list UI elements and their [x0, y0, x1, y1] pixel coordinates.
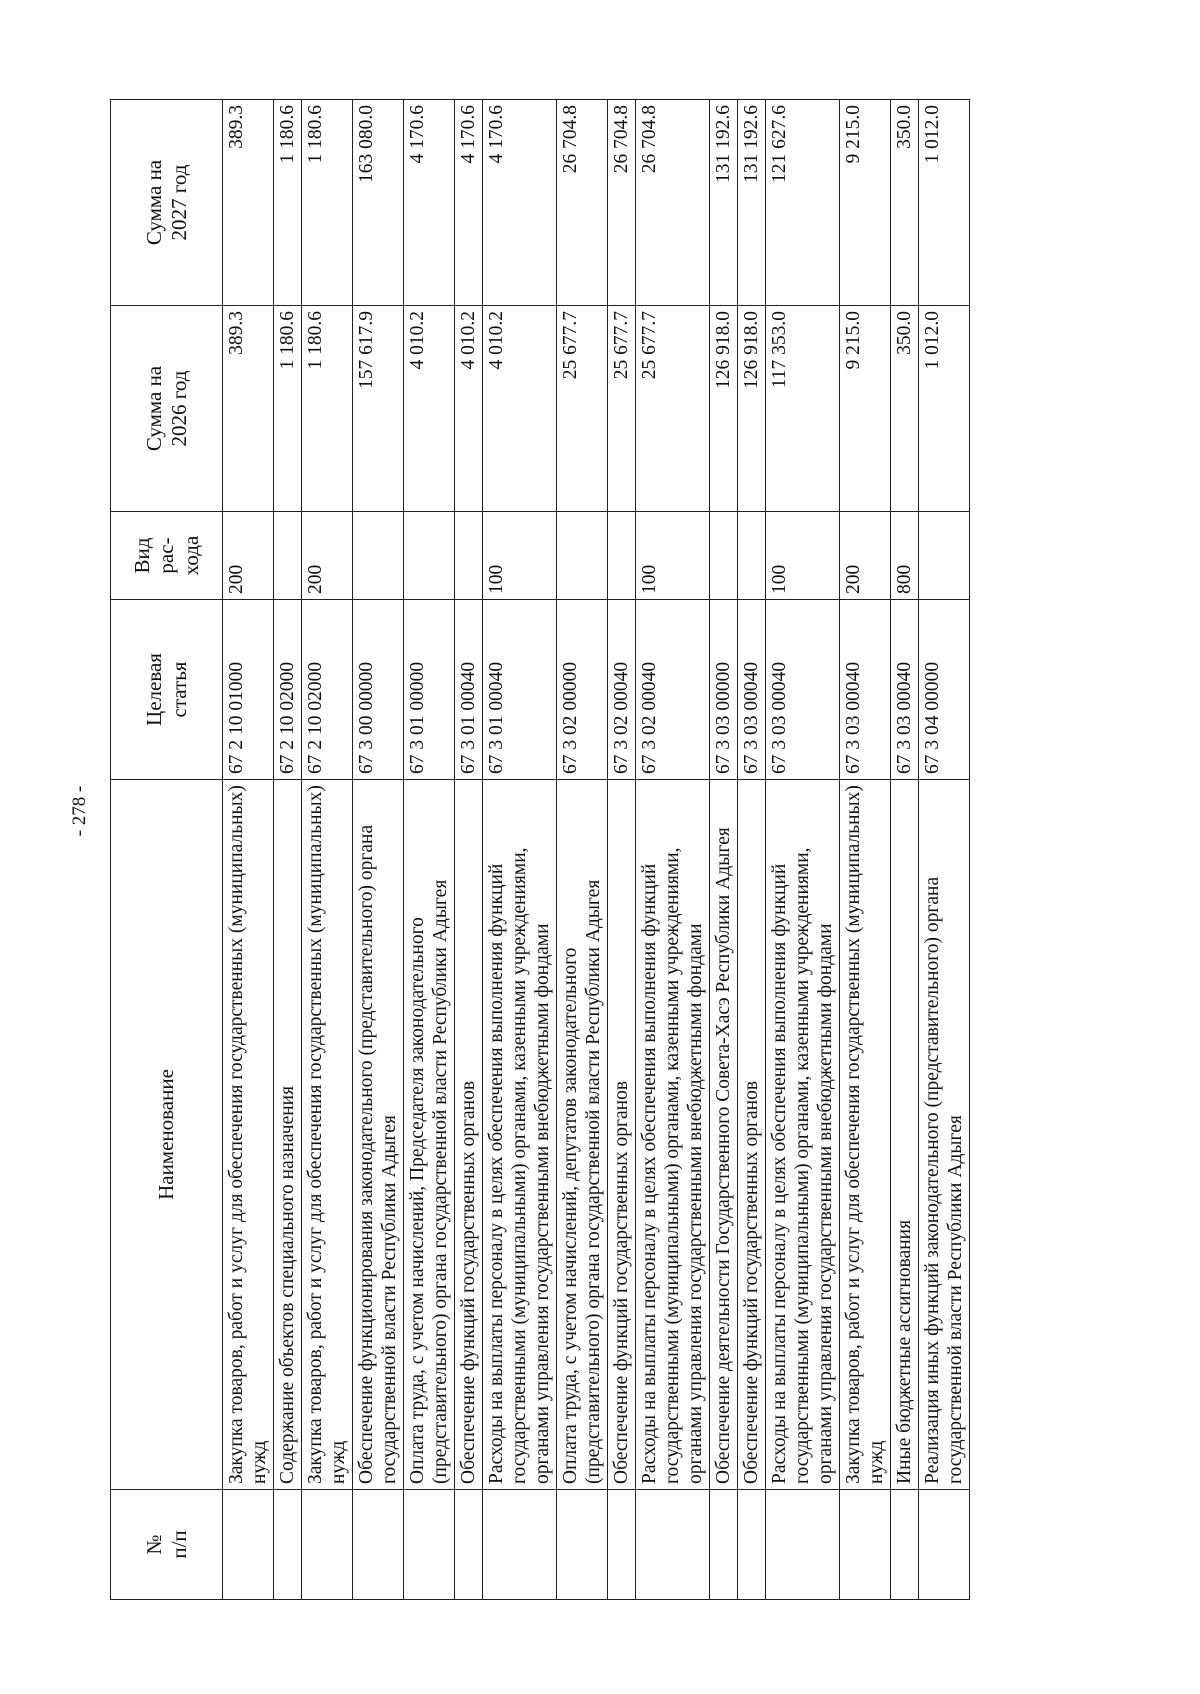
cell-target-article: 67 3 00 00000: [353, 600, 404, 780]
cell-sum-2027: 1 180.6: [274, 100, 302, 306]
cell-sum-2026: 117 353.0: [766, 306, 840, 512]
cell-target-article: 67 3 03 00000: [710, 600, 738, 780]
table-row: [404, 100, 455, 1600]
cell-name: Иные бюджетные ассигнования: [891, 780, 919, 1490]
cell-index: [223, 1490, 274, 1600]
cell-expense-type: 100: [483, 512, 557, 600]
table-row: [557, 100, 608, 1600]
cell-name: Закупка товаров, работ и услуг для обеспечения государственных (муниципальных) нужд: [840, 780, 891, 1490]
cell-expense-type: [608, 512, 636, 600]
cell-sum-2026: 389.3: [223, 306, 274, 512]
cell-sum-2027: 26 704.8: [608, 100, 636, 306]
cell-sum-2027: 131 192.6: [710, 100, 738, 306]
cell-name: Обеспечение функционирования законодательного (представительного) органа государственной власти Республики Адыгея: [353, 780, 404, 1490]
table-body: [223, 100, 970, 1600]
header-expense-type: Вид рас- хода: [111, 512, 223, 600]
cell-name: Расходы на выплаты персоналу в целях обеспечения выполнения функций государственными (муниципальными) органами, казенными учреждениями, органами управления государственными внебюджетными фондами: [766, 780, 840, 1490]
cell-sum-2027: 389.3: [223, 100, 274, 306]
cell-target-article: 67 3 03 00040: [766, 600, 840, 780]
cell-sum-2026: 126 918.0: [710, 306, 738, 512]
cell-index: [710, 1490, 738, 1600]
header-sum-2027: Сумма на 2027 год: [111, 100, 223, 306]
cell-sum-2027: 4 170.6: [404, 100, 455, 306]
table-row: [353, 100, 404, 1600]
cell-sum-2026: 157 617.9: [353, 306, 404, 512]
cell-index: [919, 1490, 970, 1600]
page-number: - 278 -: [69, 785, 90, 837]
cell-name: Реализация иных функций законодательного (представительного) органа государственной власти Республики Адыгея: [919, 780, 970, 1490]
cell-index: [766, 1490, 840, 1600]
table-row: [738, 100, 766, 1600]
cell-sum-2027: 26 704.8: [636, 100, 710, 306]
table-row: [302, 100, 353, 1600]
cell-target-article: 67 3 02 00040: [608, 600, 636, 780]
cell-name: Оплата труда, с учетом начислений, Председателя законодательного (представительного) органа государственной власти Республики Адыгея: [404, 780, 455, 1490]
cell-sum-2027: 9 215.0: [840, 100, 891, 306]
cell-expense-type: 100: [766, 512, 840, 600]
cell-sum-2026: 9 215.0: [840, 306, 891, 512]
cell-index: [840, 1490, 891, 1600]
header-name: Наименование: [111, 780, 223, 1490]
cell-name: Содержание объектов специального назначения: [274, 780, 302, 1490]
cell-expense-type: [353, 512, 404, 600]
table-header-row: [111, 100, 223, 1600]
table-row: [636, 100, 710, 1600]
budget-table: [110, 99, 970, 1600]
cell-sum-2027: 26 704.8: [557, 100, 608, 306]
table-row: [608, 100, 636, 1600]
cell-sum-2026: 25 677.7: [608, 306, 636, 512]
cell-target-article: 67 3 01 00000: [404, 600, 455, 780]
cell-name: Обеспечение функций государственных органов: [738, 780, 766, 1490]
cell-expense-type: [710, 512, 738, 600]
table-row: [455, 100, 483, 1600]
cell-target-article: 67 3 01 00040: [483, 600, 557, 780]
cell-expense-type: [557, 512, 608, 600]
cell-expense-type: 200: [223, 512, 274, 600]
table-row: [223, 100, 274, 1600]
cell-target-article: 67 3 02 00040: [636, 600, 710, 780]
cell-expense-type: [274, 512, 302, 600]
cell-index: [738, 1490, 766, 1600]
cell-name: Расходы на выплаты персоналу в целях обеспечения выполнения функций государственными (муниципальными) органами, казенными учреждениями, органами управления государственными внебюджетными фондами: [636, 780, 710, 1490]
cell-sum-2026: 25 677.7: [636, 306, 710, 512]
cell-target-article: 67 2 10 02000: [274, 600, 302, 780]
header-index: № п/п: [111, 1490, 223, 1600]
cell-name: Обеспечение функций государственных органов: [608, 780, 636, 1490]
cell-sum-2027: 4 170.6: [455, 100, 483, 306]
cell-index: [891, 1490, 919, 1600]
cell-index: [636, 1490, 710, 1600]
cell-sum-2027: 1 012.0: [919, 100, 970, 306]
cell-sum-2027: 121 627.6: [766, 100, 840, 306]
cell-index: [455, 1490, 483, 1600]
header-target-article: Целевая статья: [111, 600, 223, 780]
cell-name: Расходы на выплаты персоналу в целях обеспечения выполнения функций государственными (муниципальными) органами, казенными учреждениями, органами управления государственными внебюджетными фондами: [483, 780, 557, 1490]
table-row: [483, 100, 557, 1600]
cell-target-article: 67 3 04 00000: [919, 600, 970, 780]
cell-sum-2026: 4 010.2: [483, 306, 557, 512]
cell-index: [404, 1490, 455, 1600]
cell-expense-type: 200: [840, 512, 891, 600]
cell-expense-type: 800: [891, 512, 919, 600]
cell-expense-type: [919, 512, 970, 600]
cell-name: Закупка товаров, работ и услуг для обеспечения государственных (муниципальных) нужд: [302, 780, 353, 1490]
cell-name: Оплата труда, с учетом начислений, депутатов законодательного (представительного) органа государственной власти Республики Адыгея: [557, 780, 608, 1490]
cell-expense-type: [404, 512, 455, 600]
cell-expense-type: 100: [636, 512, 710, 600]
table-row: [840, 100, 891, 1600]
cell-sum-2026: 126 918.0: [738, 306, 766, 512]
cell-index: [557, 1490, 608, 1600]
cell-index: [608, 1490, 636, 1600]
cell-index: [353, 1490, 404, 1600]
cell-expense-type: [455, 512, 483, 600]
cell-sum-2027: 131 192.6: [738, 100, 766, 306]
cell-target-article: 67 2 10 02000: [302, 600, 353, 780]
cell-sum-2026: 4 010.2: [455, 306, 483, 512]
cell-sum-2027: 4 170.6: [483, 100, 557, 306]
cell-name: Обеспечение деятельности Государственного Совета-Хасэ Республики Адыгея: [710, 780, 738, 1490]
cell-sum-2026: 1 012.0: [919, 306, 970, 512]
cell-sum-2026: 1 180.6: [274, 306, 302, 512]
table-row: [891, 100, 919, 1600]
cell-target-article: 67 3 03 00040: [738, 600, 766, 780]
cell-index: [302, 1490, 353, 1600]
cell-sum-2027: 350.0: [891, 100, 919, 306]
cell-name: Обеспечение функций государственных органов: [455, 780, 483, 1490]
cell-name: Закупка товаров, работ и услуг для обеспечения государственных (муниципальных) нужд: [223, 780, 274, 1490]
cell-expense-type: [738, 512, 766, 600]
table-row: [274, 100, 302, 1600]
cell-sum-2027: 163 080.0: [353, 100, 404, 306]
cell-target-article: 67 3 01 00040: [455, 600, 483, 780]
header-sum-2026: Сумма на 2026 год: [111, 306, 223, 512]
cell-index: [483, 1490, 557, 1600]
cell-index: [274, 1490, 302, 1600]
table-row: [710, 100, 738, 1600]
cell-sum-2026: 1 180.6: [302, 306, 353, 512]
cell-sum-2026: 350.0: [891, 306, 919, 512]
rotated-page-content: [110, 100, 1040, 1600]
cell-sum-2026: 4 010.2: [404, 306, 455, 512]
cell-target-article: 67 2 10 01000: [223, 600, 274, 780]
cell-expense-type: 200: [302, 512, 353, 600]
cell-sum-2026: 25 677.7: [557, 306, 608, 512]
table-row: [766, 100, 840, 1600]
cell-sum-2027: 1 180.6: [302, 100, 353, 306]
cell-target-article: 67 3 02 00000: [557, 600, 608, 780]
cell-target-article: 67 3 03 00040: [891, 600, 919, 780]
table-row: [919, 100, 970, 1600]
cell-target-article: 67 3 03 00040: [840, 600, 891, 780]
